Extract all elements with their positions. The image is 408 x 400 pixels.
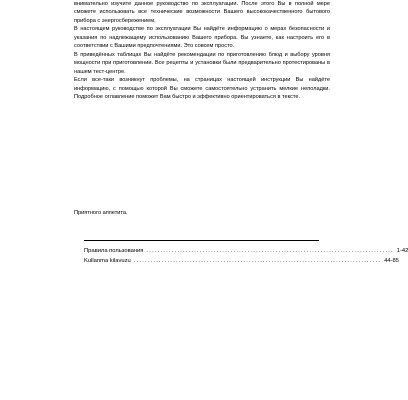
toc-top-rule [84, 240, 319, 241]
toc-dot-leader: ........................................................................................ [133, 258, 382, 264]
closing-line: Приятного аппетита. [74, 210, 128, 216]
toc-entry-russian[interactable] [84, 246, 408, 256]
toc-dot-leader: ........................................................................................ [146, 248, 394, 254]
table-of-contents [84, 240, 408, 266]
paragraph-1: внимательно изучите данное руководство по эксплуатации. После этого Вы в полной мере сможете использовать все технические возможности Вашего высококачественного бытового прибора с энергосбережением. [74, 1, 330, 24]
toc-entry-title: Правила пользования [84, 248, 144, 254]
toc-entry-pages: 1-42 [396, 248, 408, 254]
toc-entry-title: Kullanma kilavuzu [84, 258, 131, 264]
paragraph-4: Если все-таки возникнут проблемы, на страницах настоящей инструкции Вы найдёте информацию, с помощью которой Вы сможете самостоятельно устранить мелкие неполадки. Подробное оглавление поможет Вам быстро и эффективно ориентироваться в тексте. [74, 77, 330, 100]
toc-entry-turkish[interactable] [84, 256, 399, 266]
intro-text [74, 0, 330, 101]
toc-entry-pages: 44-85 [384, 258, 399, 264]
paragraph-2: В настоящем руководстве по эксплуатации Вы найдёте информацию о мерах безопасности и указания по надлежащему использованию Вашего прибора. Вы узнаете, как настроить его в соответствии с Вашими предпочтениями. Это совсем просто. [74, 26, 330, 50]
paragraph-3: В приведённых таблицах Вы найдёте рекомендации по приготовлению блюд и выбору уровня мощности при приготовлении. Все рецепты и установки были предварительно протестированы в нашем тест-центре. [74, 51, 330, 75]
